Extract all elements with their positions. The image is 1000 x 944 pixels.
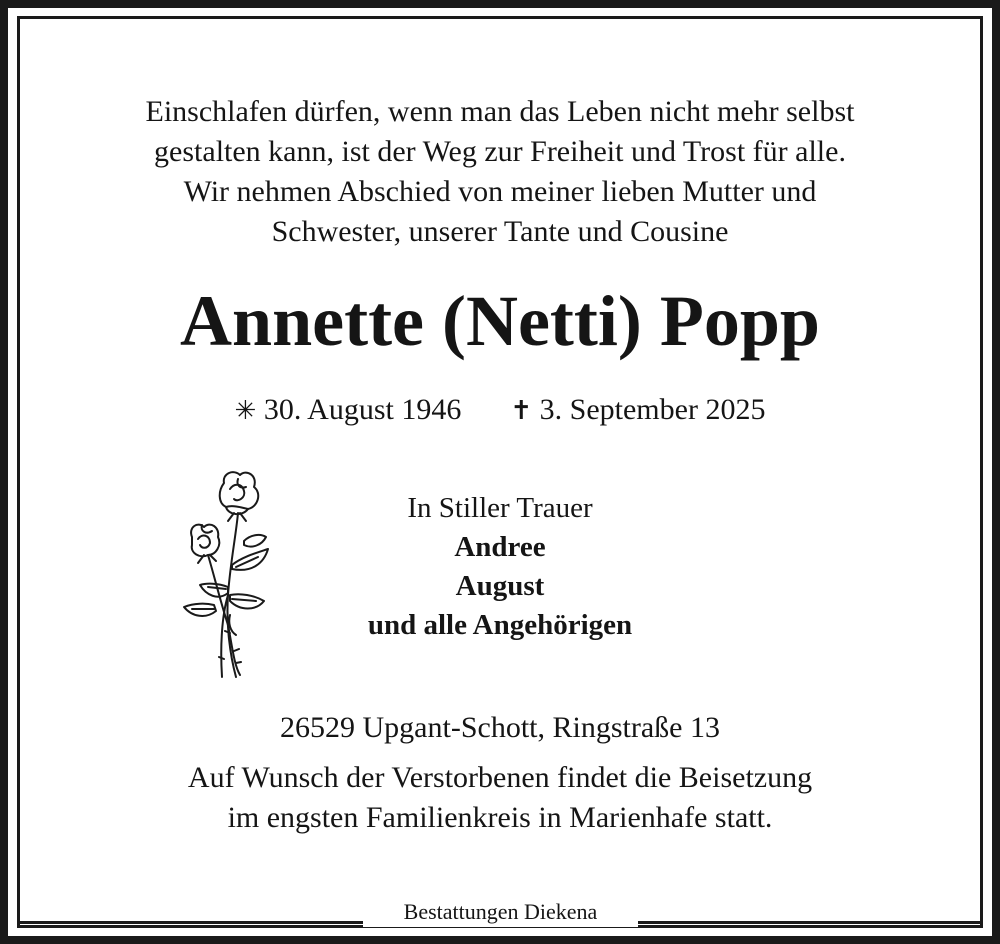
verse-line: Schwester, unserer Tante und Cousine [271,215,729,248]
footer-rule-left [17,921,363,924]
verse-text [0,92,1000,252]
footer-rule-right [638,921,983,924]
mourner-name: Andree [454,531,546,563]
verse-line: Wir nehmen Abschied von meiner lieben Mutter und [183,175,817,208]
verse-line: Einschlafen dürfen, wenn man das Leben nicht mehr selbst [145,95,855,128]
roses-illustration-icon [178,465,278,683]
birth-star-icon: ✳ [234,396,257,426]
mourning-intro: In Stiller Trauer [407,492,593,524]
verse-line: gestalten kann, ist der Weg zur Freiheit und Trost für alle. [154,135,846,168]
mourner-name: und alle Angehörigen [367,609,633,641]
notice-line: Auf Wunsch der Verstorbenen findet die Beisetzung [187,761,813,794]
notice-line: im engsten Familienkreis in Marienhafe statt. [227,801,773,834]
funeral-home: Bestattungen Diekena [363,897,638,927]
death-cross-icon: ✝ [510,396,533,426]
mourner-name: August [455,570,545,602]
address: 26529 Upgant-Schott, Ringstraße 13 [280,711,720,744]
birth-date: 30. August 1946 [263,393,462,426]
death-date: 3. September 2025 [539,393,766,426]
funeral-notice [0,758,1000,838]
mourning-block [300,488,700,645]
life-dates [0,390,1000,431]
deceased-name: Annette (Netti) Popp [180,281,820,361]
